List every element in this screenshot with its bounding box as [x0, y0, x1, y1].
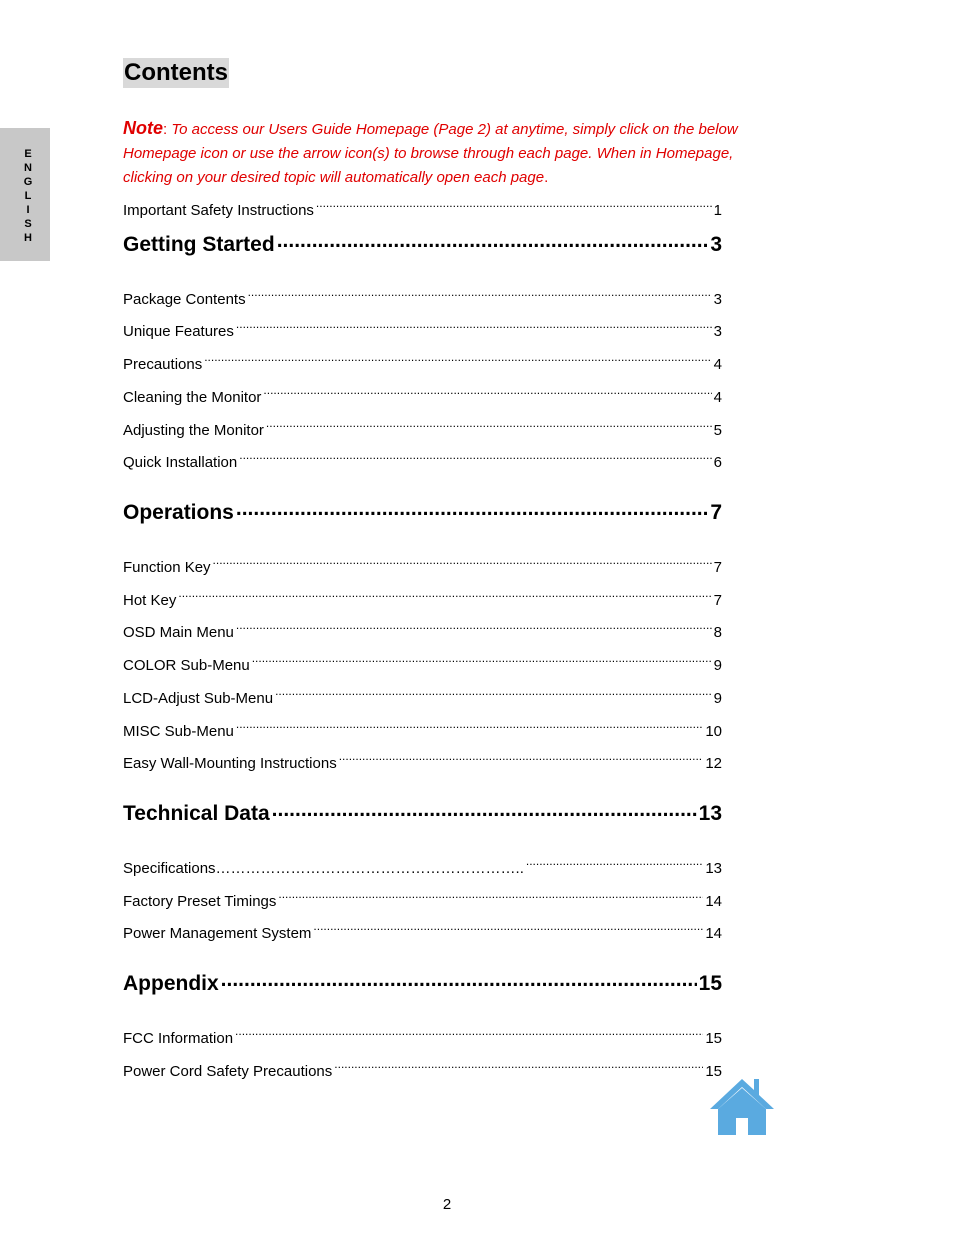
toc-entry-page-number: 5 [713, 422, 722, 439]
toc-section-getting-started[interactable] [123, 230, 722, 259]
toc-entry-page-number: 12 [705, 755, 722, 772]
toc-entry-page-number: 3 [713, 323, 722, 340]
language-letter: S [24, 218, 32, 230]
toc-entry-lcd-adjust-sub-menu[interactable] [123, 688, 722, 709]
language-side-tab [0, 128, 50, 261]
toc-entry-page-number: 13 [705, 860, 722, 877]
dot-leader [263, 387, 711, 402]
toc-section-technical-data[interactable] [123, 799, 722, 828]
toc-section-operations[interactable] [123, 498, 722, 527]
dot-leader [213, 557, 712, 572]
toc-entry-page-number: 8 [713, 624, 722, 641]
note-paragraph [123, 116, 743, 190]
toc-entry-function-key[interactable] [123, 557, 722, 578]
note-end: . [544, 169, 549, 186]
toc-entry-page-number: 15 [705, 1030, 722, 1047]
dot-leader [221, 969, 697, 990]
toc-entry-page-number: 4 [713, 356, 722, 373]
toc-entry-title: Hot Key [123, 592, 177, 609]
toc-entry-adjusting-the-monitor[interactable] [123, 420, 722, 441]
note-colon: : [163, 121, 168, 138]
toc-entry-title: Function Key [123, 559, 211, 576]
dot-leader [236, 721, 703, 736]
toc-entry-title: Cleaning the Monitor [123, 389, 262, 406]
toc-entry-fcc-information[interactable] [123, 1028, 722, 1049]
toc-entry-precautions[interactable] [123, 354, 722, 375]
dot-leader [239, 452, 711, 467]
toc-section-page-number: 3 [710, 233, 722, 256]
toc-section-page-number: 15 [698, 972, 722, 995]
dot-leader [313, 923, 703, 938]
toc-entry-page-number: 7 [713, 592, 722, 609]
toc-entry-cleaning-the-monitor[interactable] [123, 387, 722, 408]
toc-entry-title: Important Safety Instructions [123, 202, 314, 219]
dot-leader [204, 354, 711, 369]
toc-entry-easy-wall-mounting-instructions[interactable] [123, 753, 722, 774]
language-letter: N [24, 162, 32, 174]
toc-entry-specifications[interactable] [123, 858, 722, 879]
dot-leader [277, 230, 709, 251]
language-letter: H [24, 232, 32, 244]
toc-entry-page-number: 1 [713, 202, 722, 219]
dot-leader [339, 753, 704, 768]
toc-entry-page-number: 7 [713, 559, 722, 576]
dot-leader [236, 622, 712, 637]
language-letter: G [23, 176, 33, 188]
dot-leader [275, 688, 712, 703]
toc-entry-page-number: 9 [713, 657, 722, 674]
toc-entry-page-number: 4 [713, 389, 722, 406]
dot-leader [235, 1028, 703, 1043]
toc-entry-page-number: 6 [713, 454, 722, 471]
toc-entry-title: Precautions [123, 356, 203, 373]
toc-entry-title: COLOR Sub-Menu [123, 657, 250, 674]
home-icon[interactable] [708, 1076, 776, 1138]
toc-section-appendix[interactable] [123, 969, 722, 998]
toc-entry-title: Unique Features [123, 323, 234, 340]
toc-entry-page-number: 15 [705, 1063, 722, 1080]
toc-entry-title: Easy Wall-Mounting Instructions [123, 755, 337, 772]
toc-entry-package-contents[interactable] [123, 289, 722, 310]
toc-entry-hot-key[interactable] [123, 590, 722, 611]
toc-entry-title: LCD-Adjust Sub-Menu [123, 690, 274, 707]
toc-entry-title: Specifications…………………………………………………….. [123, 860, 524, 877]
toc-section-title: Operations [123, 501, 234, 524]
language-letter: E [24, 148, 32, 160]
toc-entry-title: Factory Preset Timings [123, 893, 277, 910]
dot-leader [178, 590, 711, 605]
toc-section-title: Getting Started [123, 233, 275, 256]
toc-entry-quick-installation[interactable] [123, 452, 722, 473]
toc-entry-title: Power Management System [123, 925, 312, 942]
note-text: To access our Users Guide Homepage (Page 2) at anytime, simply click on the below Homepage icon or use the arrow icon(s) to browse through each page. When in Homepage, clicking on your desired topic will automatically open each page [123, 121, 738, 186]
language-letter: I [26, 204, 30, 216]
toc-entry-color-sub-menu[interactable] [123, 655, 722, 676]
toc-entry-important-safety-instructions[interactable] [123, 200, 722, 221]
dot-leader [236, 498, 708, 519]
language-letter: L [24, 190, 32, 202]
toc-entry-title: Adjusting the Monitor [123, 422, 264, 439]
page-title: Contents [124, 59, 228, 86]
toc-section-title: Technical Data [123, 802, 270, 825]
toc-entry-osd-main-menu[interactable] [123, 622, 722, 643]
toc-entry-page-number: 14 [705, 893, 722, 910]
dot-leader [248, 289, 712, 304]
toc-entry-title: Package Contents [123, 291, 246, 308]
dot-leader [278, 891, 703, 906]
toc-entry-title: OSD Main Menu [123, 624, 234, 641]
dot-leader [526, 858, 703, 873]
page-number: 2 [442, 1196, 452, 1213]
language-label [0, 147, 56, 245]
dot-leader [252, 655, 712, 670]
toc-entry-page-number: 9 [713, 690, 722, 707]
toc-entry-misc-sub-menu[interactable] [123, 721, 722, 742]
toc-entry-factory-preset-timings[interactable] [123, 891, 722, 912]
toc-entry-page-number: 10 [705, 723, 722, 740]
toc-entry-title: Quick Installation [123, 454, 238, 471]
toc-section-title: Appendix [123, 972, 219, 995]
toc-entry-power-cord-safety-precautions[interactable] [123, 1061, 722, 1082]
toc-entry-unique-features[interactable] [123, 321, 722, 342]
dot-leader [266, 420, 712, 435]
toc-section-page-number: 7 [710, 501, 722, 524]
dot-leader [334, 1061, 703, 1076]
toc-entry-title: Power Cord Safety Precautions [123, 1063, 333, 1080]
dot-leader [272, 799, 697, 820]
toc-entry-page-number: 3 [713, 291, 722, 308]
toc-entry-title: MISC Sub-Menu [123, 723, 234, 740]
toc-entry-power-management-system[interactable] [123, 923, 722, 944]
dot-leader [316, 200, 712, 215]
toc-entry-page-number: 14 [705, 925, 722, 942]
dot-leader [236, 321, 712, 336]
toc-section-page-number: 13 [698, 802, 722, 825]
toc-entry-title: FCC Information [123, 1030, 234, 1047]
note-label: Note [123, 118, 163, 138]
